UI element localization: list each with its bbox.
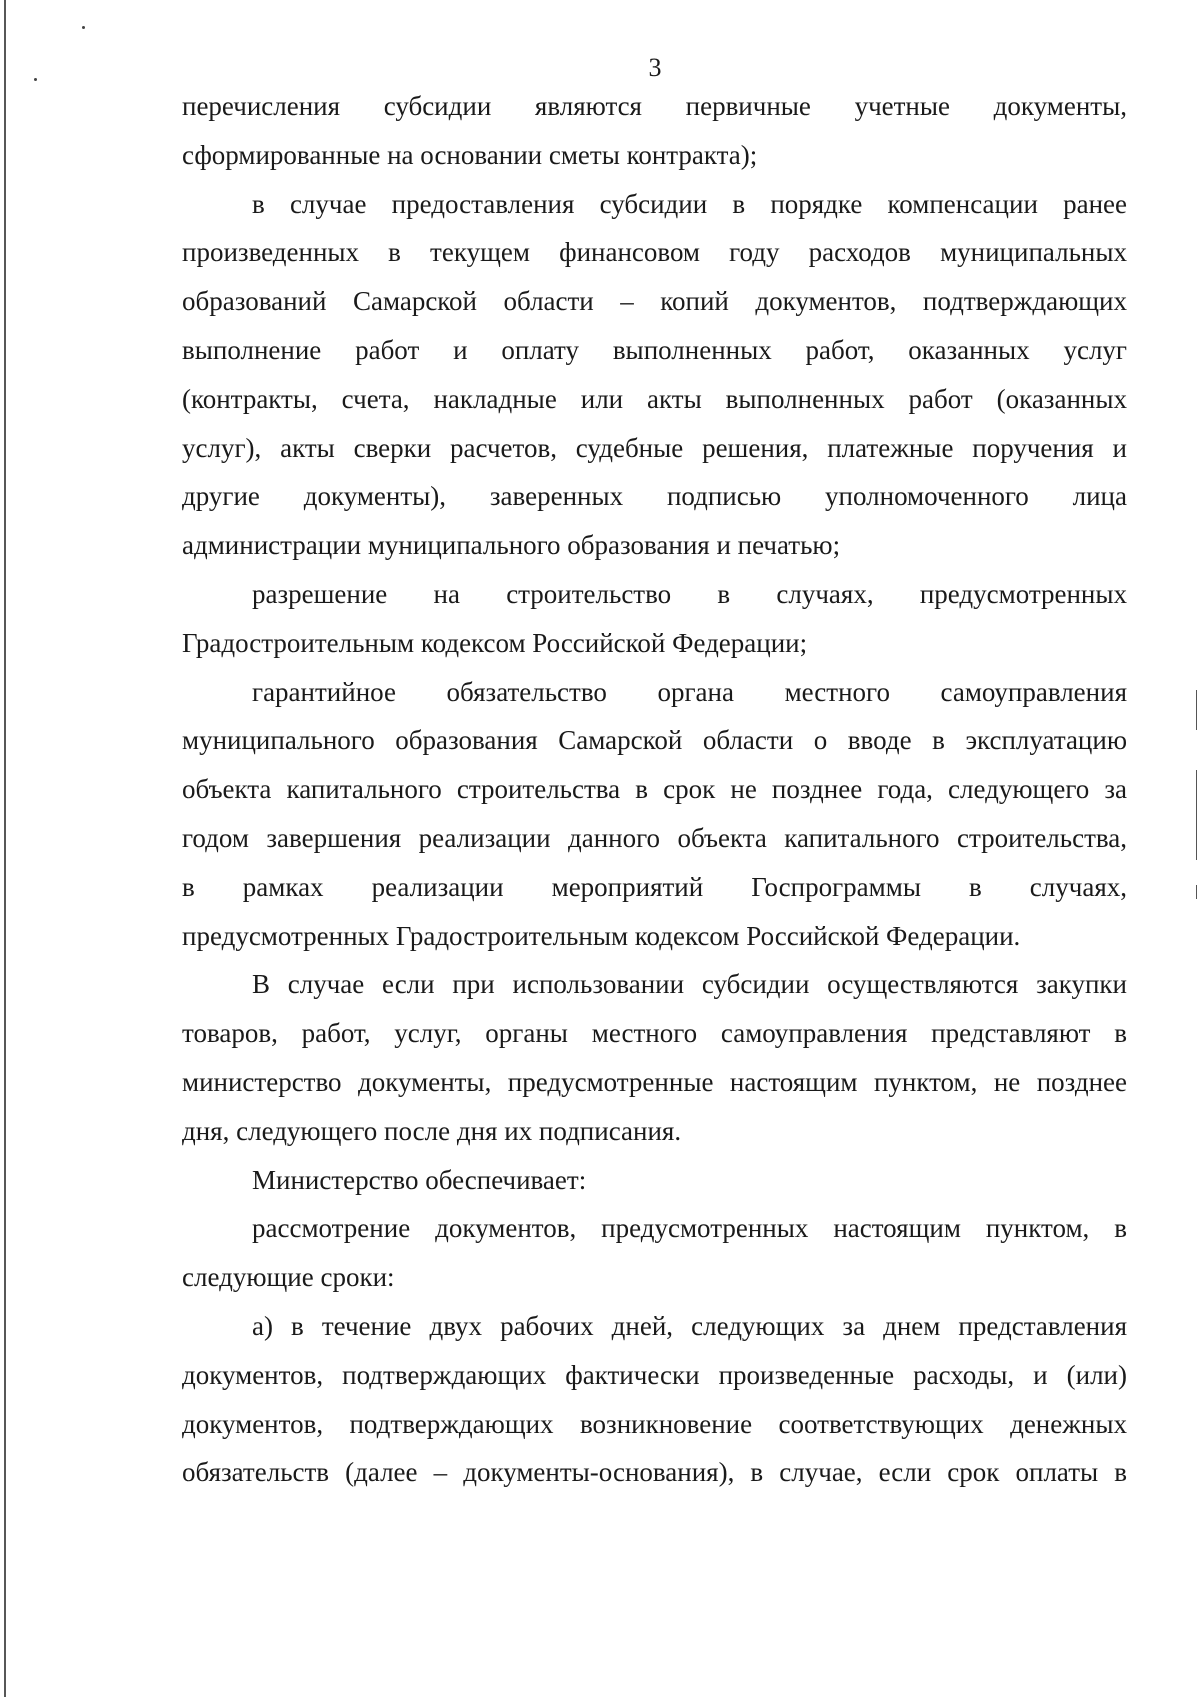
text-line: Министерство обеспечивает: xyxy=(252,1164,587,1195)
text-line: документов, подтверждающих фактически произведенные расходы, и (или) xyxy=(182,1359,1127,1390)
scan-right-mark xyxy=(1196,690,1197,730)
text-line: в случае предоставления субсидии в порядке компенсации ранее xyxy=(252,188,1127,219)
text-line: выполнение работ и оплату выполненных работ, оказанных услуг xyxy=(182,334,1127,365)
scan-right-mark xyxy=(1196,770,1197,860)
text-line: услуг), акты сверки расчетов, судебные решения, платежные поручения и xyxy=(182,432,1127,463)
text-line: предусмотренных Градостроительным кодексом Российской Федерации. xyxy=(182,920,1021,951)
text-line: муниципального образования Самарской области о вводе в эксплуатацию xyxy=(182,725,1127,756)
scan-speck xyxy=(82,26,85,29)
text-line: произведенных в текущем финансовом году расходов муниципальных xyxy=(182,237,1127,268)
text-line: рассмотрение документов, предусмотренных настоящим пунктом, в xyxy=(252,1213,1127,1244)
text-line: разрешение на строительство в случаях, предусмотренных xyxy=(252,578,1127,609)
text-line: Градостроительным кодексом Российской Федерации; xyxy=(182,627,808,658)
text-line: администрации муниципального образования и печатью; xyxy=(182,530,841,561)
text-line: объекта капитального строительства в срок не позднее года, следующего за xyxy=(182,774,1127,805)
text-line: а) в течение двух рабочих дней, следующих за днем представления xyxy=(252,1310,1127,1341)
page-number: 3 xyxy=(648,53,662,82)
text-line: В случае если при использовании субсидии осуществляются закупки xyxy=(252,969,1127,1000)
text-line: (контракты, счета, накладные или акты выполненных работ (оказанных xyxy=(182,383,1127,414)
document-body xyxy=(182,82,1127,1497)
text-line: министерство документы, предусмотренные настоящим пунктом, не позднее xyxy=(182,1066,1127,1097)
text-line: другие документы), заверенных подписью уполномоченного лица xyxy=(182,481,1127,512)
scan-left-edge xyxy=(4,0,6,1697)
text-line: документов, подтверждающих возникновение соответствующих денежных xyxy=(182,1408,1127,1439)
text-line: гарантийное обязательство органа местного самоуправления xyxy=(252,676,1127,707)
text-line: перечисления субсидии являются первичные учетные документы, xyxy=(182,91,1127,121)
text-line: товаров, работ, услуг, органы местного самоуправления представляют в xyxy=(182,1018,1127,1049)
scan-right-mark xyxy=(1196,885,1197,899)
text-line: дня, следующего после дня их подписания. xyxy=(182,1115,682,1146)
text-line: следующие сроки: xyxy=(182,1262,395,1293)
text-line: в рамках реализации мероприятий Госпрограммы в случаях, xyxy=(182,871,1127,902)
text-line: образований Самарской области – копий документов, подтверждающих xyxy=(182,286,1127,317)
text-line: сформированные на основании сметы контракта); xyxy=(182,139,758,170)
text-line: обязательств (далее – документы-основания), в случае, если срок оплаты в xyxy=(182,1457,1127,1488)
text-line: годом завершения реализации данного объекта капитального строительства, xyxy=(182,822,1127,853)
